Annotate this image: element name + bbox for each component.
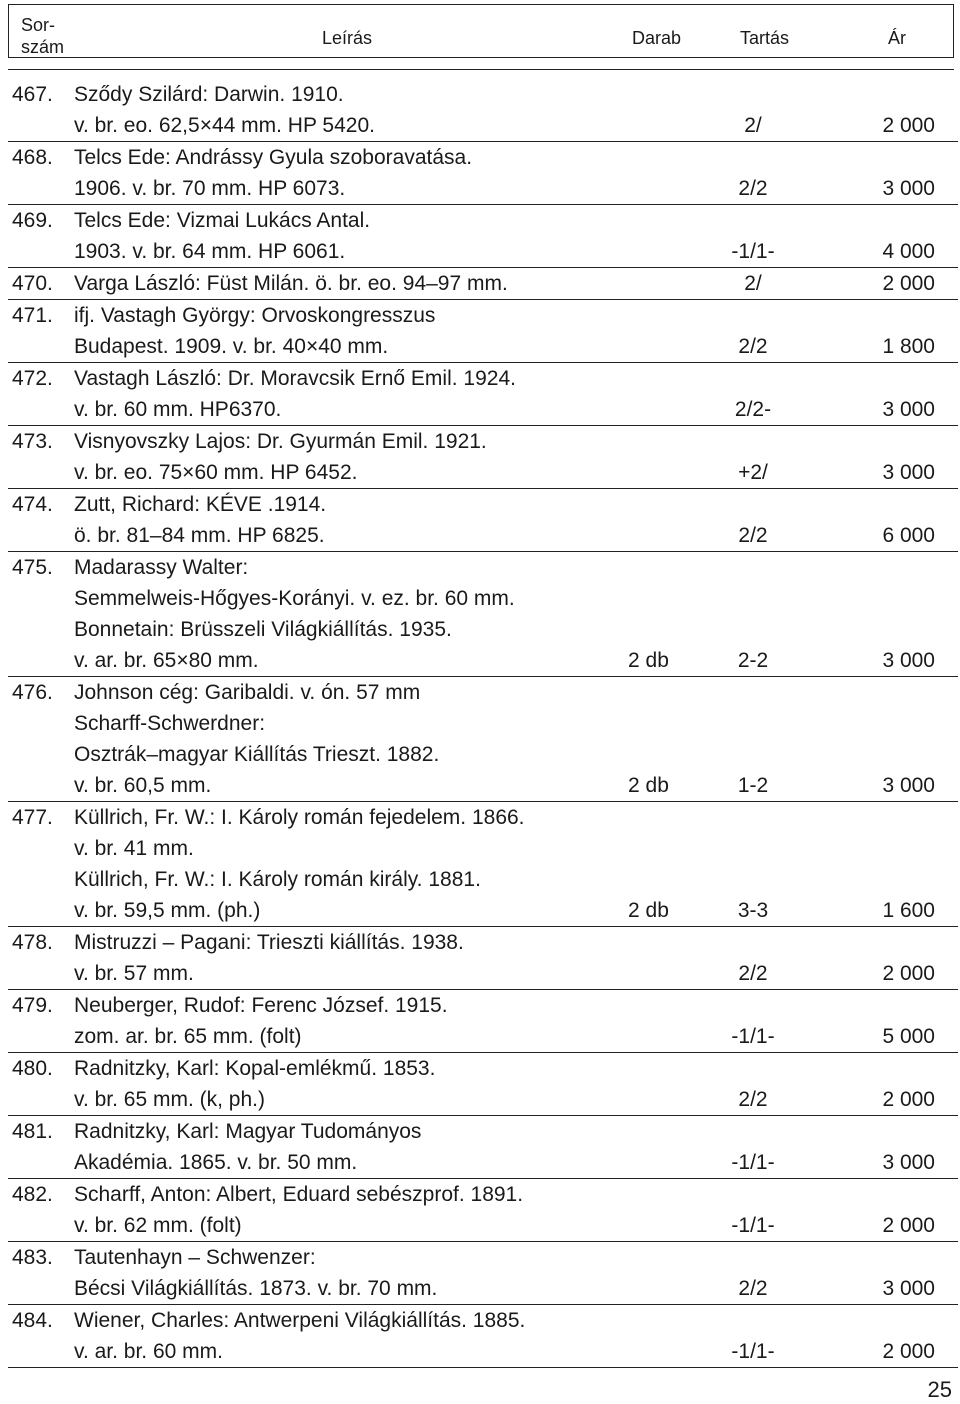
item-line [8,552,958,583]
item-description: Akadémia. 1865. v. br. 50 mm. [74,1151,358,1174]
item-description: Zutt, Richard: KÉVE .1914. [74,493,327,516]
item-number: 475. [12,556,53,579]
item-line [8,1053,958,1084]
item-line [8,708,958,739]
header-number-line-2: szám [21,37,65,57]
item-number: 477. [12,806,53,829]
item-price: 2 000 [882,1088,935,1111]
item-description: Mistruzzi – Pagani: Trieszti kiállítás. 1938. [74,931,464,954]
item-line [8,927,958,958]
item-description: v. br. eo. 75×60 mm. HP 6452. [74,461,358,484]
item-description: Semmelweis-Hőgyes-Korányi. v. ez. br. 60 mm. [74,587,515,610]
item-price: 2 000 [882,1214,935,1237]
item-number: 472. [12,367,53,390]
item-description: Scharff, Anton: Albert, Eduard sebészprof. 1891. [74,1183,524,1206]
item-list [0,79,960,1368]
item-price: 2 000 [882,272,935,295]
item-price: 4 000 [882,240,935,263]
item-number: 478. [12,931,53,954]
item-condition: 2/2 [738,1088,768,1111]
item-line [8,173,958,204]
item-description: Telcs Ede: Vizmai Lukács Antal. [74,209,371,232]
list-item [8,927,958,990]
page-number: 25 [927,1377,952,1402]
item-line [8,1084,958,1115]
item-line [8,1179,958,1210]
item-line [8,1210,958,1241]
item-description: v. br. 41 mm. [74,837,194,860]
item-price: 3 000 [882,398,935,421]
item-description: Telcs Ede: Andrássy Gyula szoboravatása. [74,146,473,169]
item-description: zom. ar. br. 65 mm. (folt) [74,1025,302,1048]
item-number: 482. [12,1183,53,1206]
item-condition: 2/2- [734,398,772,421]
item-condition: -1/1- [731,1151,775,1174]
item-description: v. br. 65 mm. (k, ph.) [74,1088,265,1111]
list-item [8,489,958,552]
item-description: v. ar. br. 60 mm. [74,1340,223,1363]
list-item [8,1305,958,1368]
item-price: 3 000 [882,1151,935,1174]
item-number: 471. [12,304,53,327]
item-line [8,142,958,173]
item-condition: 2/2 [738,335,768,358]
item-line [8,864,958,895]
item-number: 470. [12,272,53,295]
item-line [8,205,958,236]
header-condition: Tartás [740,28,790,48]
item-price: 3 000 [882,177,935,200]
item-line [8,457,958,488]
item-description: v. br. 59,5 mm. (ph.) [74,899,261,922]
item-description: v. br. 60,5 mm. [74,774,212,797]
item-description: Bécsi Világkiállítás. 1873. v. br. 70 mm. [74,1277,438,1300]
item-line [8,1305,958,1336]
item-condition: 2/2 [738,524,768,547]
item-condition: -1/1- [731,1025,775,1048]
item-description: Radnitzky, Karl: Kopal-emlékmű. 1853. [74,1057,436,1080]
list-item [8,802,958,927]
item-number: 468. [12,146,53,169]
item-line [8,895,958,926]
list-item [8,363,958,426]
item-line [8,614,958,645]
item-description: Küllrich, Fr. W.: I. Károly román király. 1881. [74,868,481,891]
item-condition: 2/2 [738,962,768,985]
item-number: 469. [12,209,53,232]
item-description: ö. br. 81–84 mm. HP 6825. [74,524,325,547]
item-line [8,677,958,708]
item-condition: 2/2 [738,177,768,200]
item-description: Madarassy Walter: [74,556,249,579]
item-line [8,1242,958,1273]
item-line [8,802,958,833]
item-description: v. br. 62 mm. (folt) [74,1214,242,1237]
item-line [8,394,958,425]
item-description: v. br. eo. 62,5×44 mm. HP 5420. [74,114,375,137]
list-item [8,426,958,489]
item-description: Bonnetain: Brüsszeli Világkiállítás. 1935. [74,618,452,641]
item-description: Küllrich, Fr. W.: I. Károly román fejedelem. 1866. [74,806,525,829]
item-description: Visnyovszky Lajos: Dr. Gyurmán Emil. 1921. [74,430,487,453]
item-line [8,645,958,676]
item-description: Osztrák–magyar Kiállítás Trieszt. 1882. [74,743,440,766]
item-line [8,489,958,520]
list-item [8,79,958,142]
item-number: 481. [12,1120,53,1143]
item-condition: 2/ [744,272,762,295]
item-number: 467. [12,83,53,106]
item-price: 2 000 [882,1340,935,1363]
item-line [8,1021,958,1052]
header-description: Leírás [322,28,373,48]
list-item [8,990,958,1053]
item-description: ifj. Vastagh György: Orvoskongresszus [74,304,436,327]
item-price: 2 000 [882,962,935,985]
item-description: v. br. 57 mm. [74,962,194,985]
item-description: Tautenhayn – Schwenzer: [74,1246,316,1269]
item-description: Budapest. 1909. v. br. 40×40 mm. [74,335,389,358]
list-item [8,677,958,802]
list-item [8,1242,958,1305]
item-line [8,1336,958,1367]
item-line [8,520,958,551]
list-item [8,300,958,363]
item-price: 1 600 [882,899,935,922]
item-price: 3 000 [882,461,935,484]
item-number: 476. [12,681,53,704]
item-description: 1906. v. br. 70 mm. HP 6073. [74,177,346,200]
item-number: 474. [12,493,53,516]
item-line [8,79,958,110]
item-description: Neuberger, Rudof: Ferenc József. 1915. [74,994,448,1017]
item-condition: 2-2 [737,649,769,672]
item-price: 3 000 [882,774,935,797]
table-header [8,4,954,58]
item-line [8,331,958,362]
item-count: 2 db [628,649,669,672]
list-item [8,142,958,205]
item-price: 1 800 [882,335,935,358]
item-line [8,833,958,864]
header-number-line-1: Sor- [21,15,56,35]
item-description: v. br. 60 mm. HP6370. [74,398,282,421]
list-item [8,1116,958,1179]
header-number [21,14,64,58]
item-condition: 3-3 [737,899,769,922]
item-price: 2 000 [882,114,935,137]
item-line [8,1116,958,1147]
item-line [8,739,958,770]
item-line [8,958,958,989]
item-condition: -1/1- [731,1214,775,1237]
item-number: 484. [12,1309,53,1332]
item-line [8,1147,958,1178]
item-description: Sződy Szilárd: Darwin. 1910. [74,83,344,106]
item-line [8,300,958,331]
item-count: 2 db [628,899,669,922]
list-item [8,1053,958,1116]
item-line [8,236,958,267]
item-line [8,426,958,457]
item-condition: +2/ [738,461,768,484]
item-line [8,990,958,1021]
header-divider [8,69,954,70]
item-description: Radnitzky, Karl: Magyar Tudományos [74,1120,422,1143]
item-description: v. ar. br. 65×80 mm. [74,649,259,672]
item-condition: 1-2 [737,774,769,797]
item-condition: -1/1- [731,1340,775,1363]
item-number: 473. [12,430,53,453]
item-description: 1903. v. br. 64 mm. HP 6061. [74,240,346,263]
item-number: 483. [12,1246,53,1269]
item-line [8,583,958,614]
item-price: 6 000 [882,524,935,547]
item-line [8,1273,958,1304]
list-item [8,268,958,300]
list-item [8,552,958,677]
item-line [8,110,958,141]
item-condition: 2/ [744,114,762,137]
header-count: Darab [632,28,682,48]
item-number: 479. [12,994,53,1017]
item-description: Wiener, Charles: Antwerpeni Világkiállítás. 1885. [74,1309,526,1332]
item-description: Varga László: Füst Milán. ö. br. eo. 94–97 mm. [74,272,508,295]
item-condition: -1/1- [731,240,775,263]
list-item [8,205,958,268]
item-description: Vastagh László: Dr. Moravcsik Ernő Emil. 1924. [74,367,516,390]
item-description: Scharff-Schwerdner: [74,712,266,735]
item-condition: 2/2 [738,1277,768,1300]
item-line [8,363,958,394]
item-price: 3 000 [882,1277,935,1300]
item-price: 3 000 [882,649,935,672]
list-item [8,1179,958,1242]
header-price: Ár [888,28,906,48]
item-price: 5 000 [882,1025,935,1048]
item-description: Johnson cég: Garibaldi. v. ón. 57 mm [74,681,421,704]
item-count: 2 db [628,774,669,797]
item-line [8,770,958,801]
item-line [8,268,958,299]
item-number: 480. [12,1057,53,1080]
